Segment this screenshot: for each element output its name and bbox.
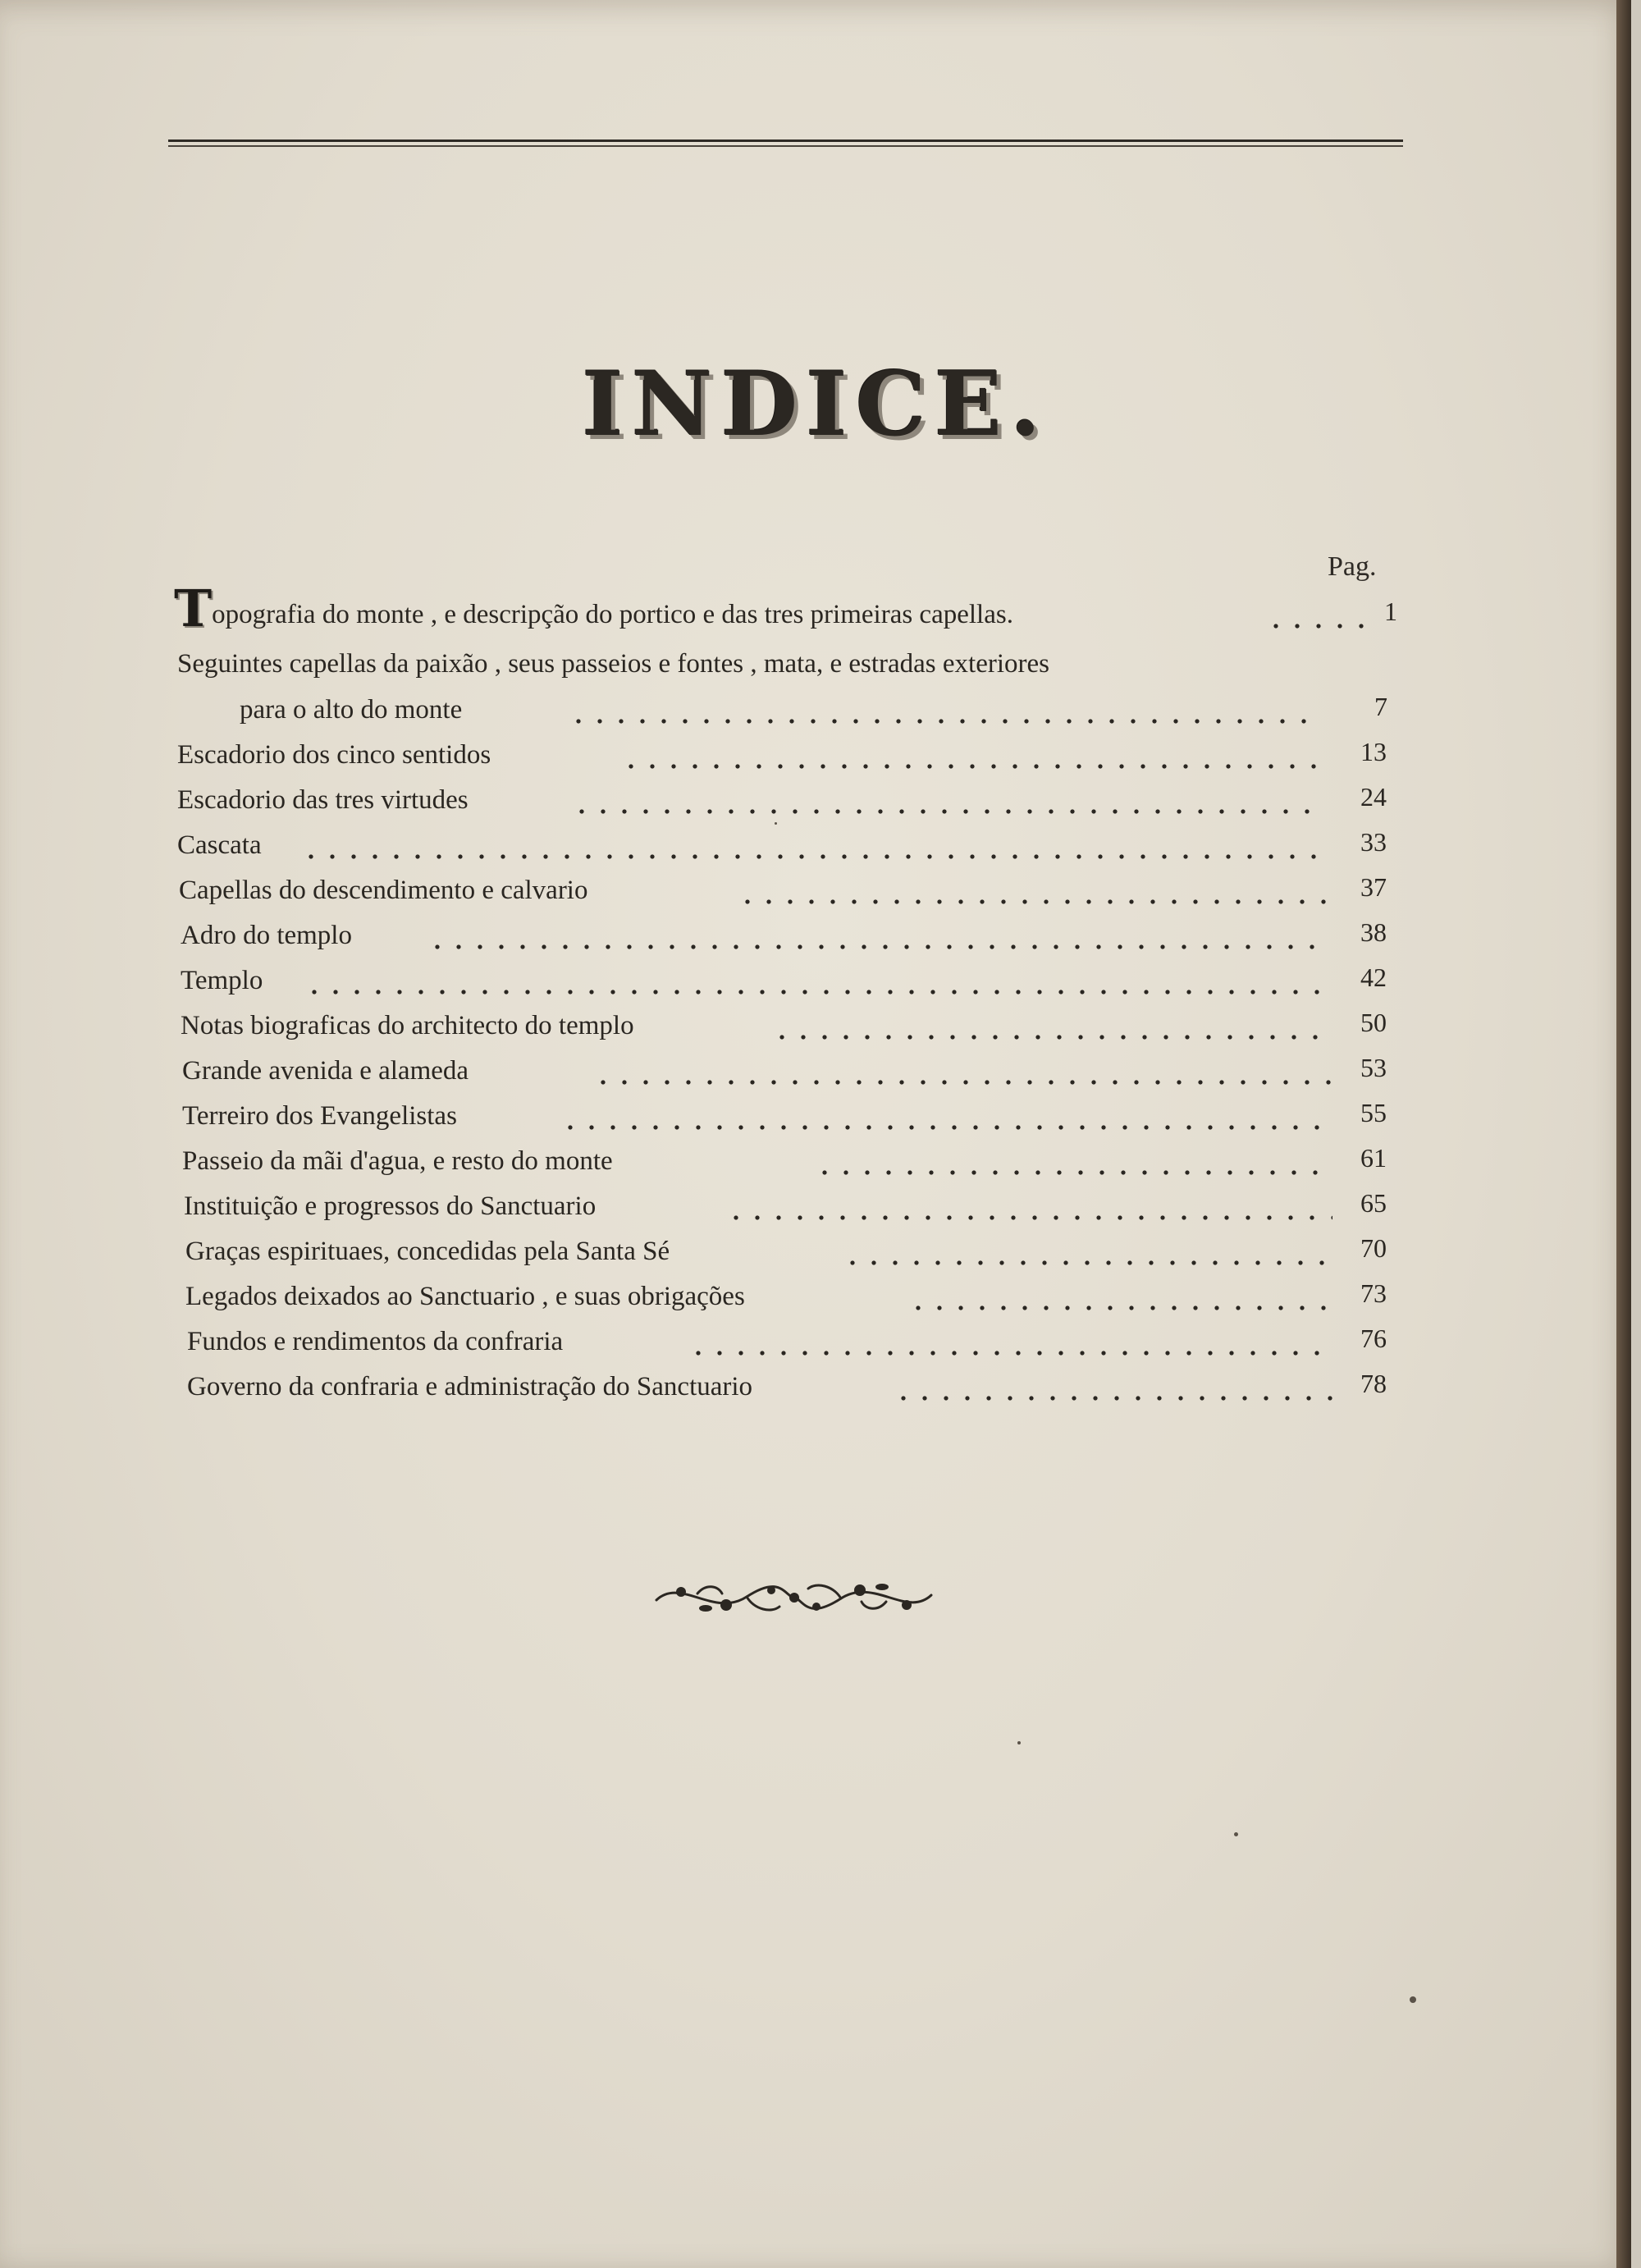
paper-speck — [1234, 1832, 1238, 1836]
dot-leader — [560, 1125, 1331, 1130]
entry-page-number: 73 — [1360, 1278, 1387, 1308]
dot-leader — [814, 1170, 1331, 1175]
entry-title: Escadorio das tres virtudes — [177, 785, 469, 815]
entry-page-number: 65 — [1360, 1188, 1387, 1218]
toc-entry — [181, 913, 1395, 956]
toc-entry — [177, 778, 1392, 821]
entry-title: Escadorio dos cinco sentidos — [177, 740, 491, 770]
dot-leader — [907, 1305, 1334, 1310]
entry-page-number: 1 — [1384, 597, 1397, 626]
entry-title: Grande avenida e alameda — [182, 1056, 469, 1086]
toc-entry — [240, 688, 1388, 730]
toc-entry — [174, 578, 1397, 638]
paper-speck — [775, 822, 777, 825]
floral-ornament — [648, 1569, 939, 1626]
book-spine — [1616, 0, 1631, 2268]
entry-title: Instituição e progressos do Sanctuario — [184, 1191, 597, 1221]
dot-leader — [620, 764, 1326, 769]
entry-title: Passeio da mãi d'agua, e resto do monte — [182, 1146, 613, 1176]
entry-page-number: 13 — [1360, 737, 1387, 766]
toc-entry — [177, 642, 1392, 684]
dot-leader — [842, 1260, 1334, 1265]
entry-page-number: 24 — [1360, 782, 1387, 812]
dot-leader — [893, 1396, 1336, 1401]
drop-cap: T — [174, 578, 213, 638]
entry-page-number: 53 — [1360, 1053, 1387, 1082]
entry-page-number: 37 — [1360, 872, 1387, 902]
toc-entry — [181, 1004, 1395, 1046]
toc-entry — [179, 868, 1393, 911]
dot-leader — [568, 719, 1323, 724]
page-column-label: Pag. — [1328, 551, 1377, 582]
toc-entry — [177, 823, 1392, 866]
toc-entry — [185, 1274, 1400, 1317]
toc-entry — [177, 733, 1392, 775]
entry-title: Adro do templo — [181, 921, 352, 950]
entry-title: Terreiro dos Evangelistas — [182, 1101, 457, 1131]
dot-leader — [688, 1351, 1336, 1356]
dot-leader — [304, 990, 1329, 995]
toc-entry — [187, 1365, 1401, 1407]
entry-title: Templo — [181, 966, 263, 995]
paper-speck — [1410, 1996, 1416, 2003]
entry-page-number: 50 — [1360, 1008, 1387, 1037]
entry-page-number: 76 — [1360, 1324, 1387, 1353]
entry-title: opografia do monte , e descripção do portico e das tres primeiras capellas. — [212, 600, 1013, 629]
toc-entry — [184, 1184, 1398, 1227]
dot-leader — [427, 944, 1329, 949]
entry-title: Governo da confraria e administração do Sanctuario — [187, 1372, 753, 1401]
toc-entry — [185, 1229, 1400, 1272]
entry-title: Legados deixados ao Sanctuario , e suas obrigações — [185, 1282, 745, 1311]
entry-title: Capellas do descendimento e calvario — [179, 876, 588, 905]
entry-page-number: 70 — [1360, 1233, 1387, 1263]
dot-leader — [300, 854, 1326, 859]
index-heading: INDICE. — [582, 353, 1049, 456]
dot-leader — [592, 1080, 1331, 1085]
toc-entry — [182, 1139, 1396, 1182]
paper-speck — [1017, 1741, 1021, 1744]
toc-entry — [181, 958, 1395, 1001]
dot-leader — [571, 809, 1326, 814]
entry-title: para o alto do monte — [240, 695, 463, 725]
entry-title: Cascata — [177, 830, 262, 860]
entry-title: Seguintes capellas da paixão , seus passeios e fontes , mata, e estradas exteriores — [177, 649, 1049, 679]
entry-page-number: 33 — [1360, 827, 1387, 857]
entry-title: Graças espirituaes, concedidas pela Santa Sé — [185, 1237, 670, 1266]
entry-page-number: 7 — [1374, 692, 1387, 721]
toc-entry — [182, 1049, 1396, 1091]
entry-page-number: 38 — [1360, 917, 1387, 947]
dot-leader — [737, 899, 1328, 904]
entry-page-number: 42 — [1360, 963, 1387, 992]
top-double-rule — [168, 139, 1403, 149]
toc-entry — [187, 1319, 1401, 1362]
entry-page-number: 78 — [1360, 1369, 1387, 1398]
dot-leader — [771, 1035, 1329, 1040]
entry-title: Fundos e rendimentos da confraria — [187, 1327, 564, 1356]
entry-title: Notas biograficas do architecto do templo — [181, 1011, 634, 1040]
entry-page-number: 61 — [1360, 1143, 1387, 1173]
dot-leader — [725, 1215, 1332, 1220]
dot-leader — [1265, 624, 1372, 629]
toc-entry — [182, 1094, 1396, 1136]
entry-page-number: 55 — [1360, 1098, 1387, 1127]
